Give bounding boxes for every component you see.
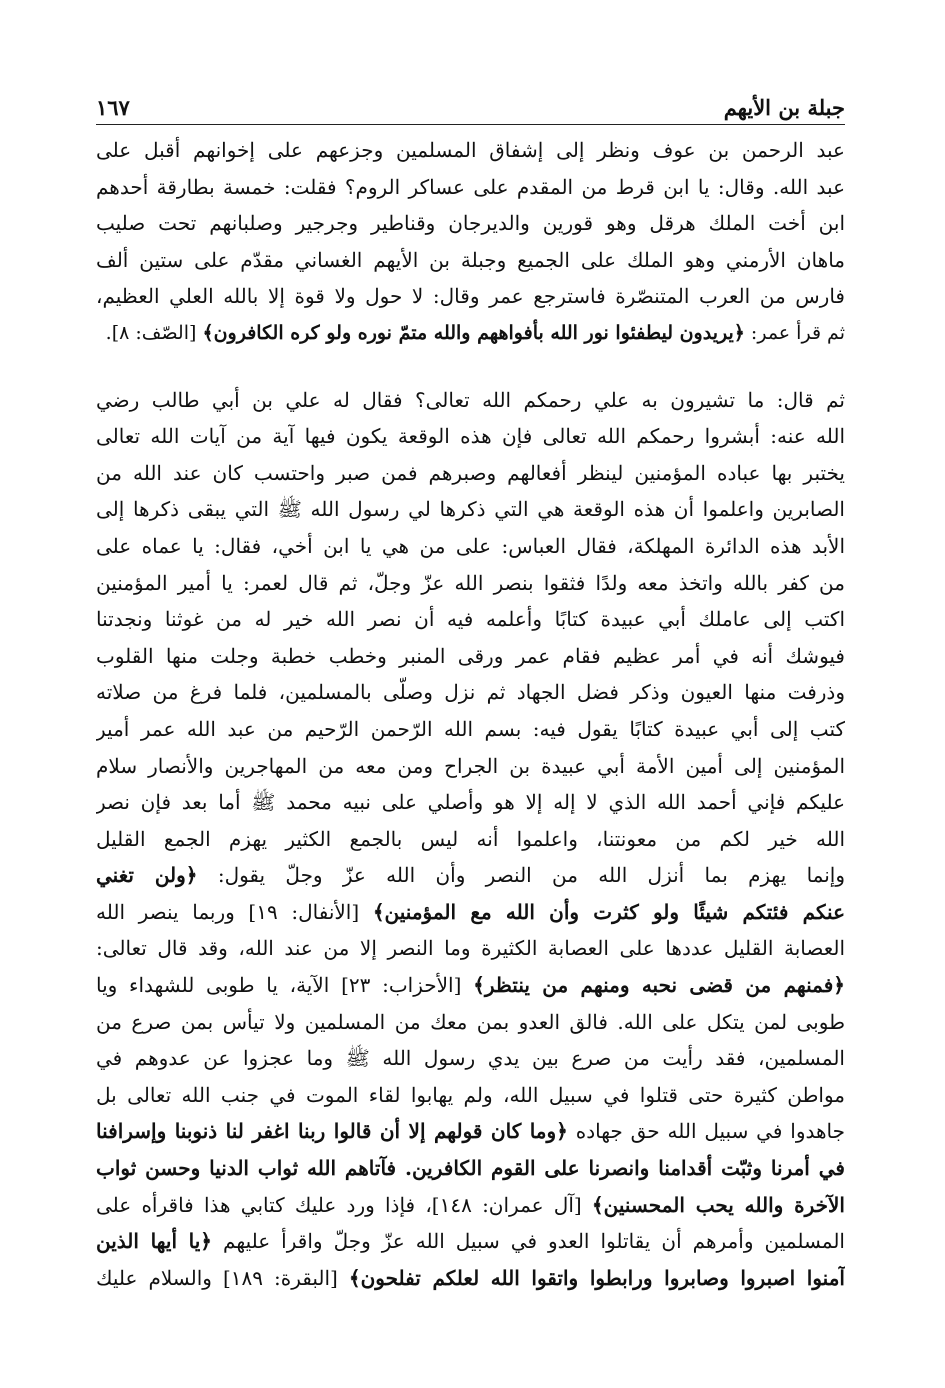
text-line: مواطن كثيرة حتى قتلوا في سبيل الله، ولم يهابوا لقاء الموت في جنب الله تعالى بل — [96, 1082, 845, 1107]
text-line: الله خير لكم من معونتنا، واعلموا أنه ليس بالجمع الكثير يهزم الجمع القليل — [96, 826, 845, 851]
text-line: اكتب إلى عاملك أبي عبيدة كتابًا وأعلمه فيه أن نصر الله خير له من غوثنا ونجدتنا — [96, 607, 845, 632]
text-line — [96, 967, 845, 1004]
quran-verse: ﴿فمنهم من قضى نحبه ومنهم من ينتظر﴾ — [473, 973, 845, 998]
text-line: ثم قال: ما تشيرون به علي رحمكم الله تعالى؟ فقال له علي بن أبي طالب رضي — [96, 387, 845, 412]
quran-verse: عنكم فئتكم شيئًا ولو كثرت وأن الله مع المؤمنين﴾ — [372, 899, 845, 924]
paragraph-gap — [96, 352, 845, 382]
text-line: المؤمنين إلى أمين الأمة أبي عبيدة بن الجراح ومن معه من المهاجرين والأنصار سلام — [96, 753, 845, 778]
verse-reference: [آل عمران: ١٤٨]، فإذا ورد عليك كتابي هذا فاقرأه على — [96, 1192, 592, 1217]
text-line: العصابة القليل عددها على العصابة الكثيرة وما النصر إلا من عند الله، وقد قال تعالى: — [96, 936, 845, 961]
verse-reference: [الصّف: ٨]. — [105, 321, 203, 344]
text-line — [96, 1113, 845, 1150]
verse-reference: [الأحزاب: ٢٣] الآية، يا طوبى للشهداء ويا — [96, 973, 474, 998]
quran-verse: الآخرة والله يحب المحسنين﴾ — [591, 1192, 845, 1217]
text-line — [96, 857, 845, 894]
text-line — [96, 315, 845, 352]
verse-reference: [البقرة: ١٨٩] والسلام عليك — [96, 1265, 349, 1290]
text-line: عبد الرحمن بن عوف ونظر إلى إشفاق المسلمين وجزعهم على إخوانهم أقبل على — [96, 138, 845, 162]
quran-verse: ﴿يا أيها الذين — [96, 1229, 213, 1254]
quran-verse: ﴿وما كان قولهم إلا أن قالوا ربنا اغفر لنا ذنوبنا وإسرافنا — [96, 1119, 568, 1144]
text-line: الصابرين واعلموا أن هذه الوقعة هي التي ذكرها لي رسول الله ﷺ التي يبقى ذكرها إلى — [96, 497, 845, 522]
quran-verse: ﴿ولن تغني — [96, 863, 198, 888]
body-text — [96, 132, 845, 1296]
quran-verse-line: في أمرنا وثبّت أقدامنا وانصرنا على القوم الكافرين. فآتاهم الله ثواب الدنيا وحسن ثواب — [96, 1156, 845, 1181]
quran-verse: ﴿يريدون ليطفئوا نور الله بأفواههم والله متمّ نوره ولو كره الكافرون﴾ — [202, 321, 745, 344]
header-rule — [96, 124, 845, 125]
verse-reference: [الأنفال: ١٩] وربما ينصر الله — [96, 899, 373, 924]
text-line: فيوشك أنه في أمر عظيم فقام عمر ورقى المنبر وخطب خطبة وجلت منها القلوب — [96, 643, 845, 668]
line-text: ثم قرأ عمر: — [744, 321, 845, 344]
text-line: عليكم فإني أحمد الله الذي لا إله إلا هو وأصلي على نبيه محمد ﷺ أما بعد فإن نصر — [96, 790, 845, 815]
text-line: ابن أخت الملك هرقل وهو قورين والديرجان وقناطير وجرجير وصلبانهم تحت صليب — [96, 211, 845, 236]
running-header — [96, 86, 845, 122]
text-line: الله عنه: أبشروا رحمكم الله تعالى فإن هذه الوقعة يكون فيها آية من آيات الله تعالى — [96, 424, 845, 449]
text-line: فارس من العرب المتنصّرة فاسترجع عمر وقال: لا حول ولا قوة إلا بالله العلي العظيم، — [96, 284, 845, 309]
text-line — [96, 1187, 845, 1224]
line-text: وإنما يهزم بما أنزل الله من النصر وأن الله عزّ وجلّ يقول: — [197, 863, 845, 888]
text-line: وذرفت منها العيون وذكر فضل الجهاد ثم نزل وصلّى بالمسلمين، فلما فرغ من صلاته — [96, 680, 845, 705]
text-line — [96, 894, 845, 931]
chapter-title: جبلة بن الأيهم — [723, 95, 845, 120]
quran-verse: آمنوا اصبروا وصابروا ورابطوا واتقوا الله لعلكم تفلحون﴾ — [348, 1265, 845, 1290]
text-line: كتب إلى أبي عبيدة كتابًا يقول فيه: بسم الله الرّحمن الرّحيم من عبد الله عمر أمير — [96, 716, 845, 741]
text-line: عبد الله. وقال: يا ابن قرط من المقدم على عساكر الروم؟ فقلت: خمسة بطارقة أحدهم — [96, 174, 845, 199]
text-line — [96, 1260, 845, 1297]
text-line: طوبى لمن يتكل على الله. فالق العدو بمن معك من المسلمين ولا تيأس بمن صرع من — [96, 1009, 845, 1034]
line-text: المسلمين وأمرهم أن يقاتلوا العدو في سبيل الله عزّ وجلّ واقرأ عليهم — [212, 1229, 845, 1254]
text-line: يختبر بها عباده المؤمنين لينظر أفعالهم وصبرهم فمن صبر واحتسب كان عند الله من — [96, 460, 845, 485]
line-text: جاهدوا في سبيل الله حق جهاده — [567, 1119, 845, 1144]
text-line — [96, 1223, 845, 1260]
text-line: الأبد هذه الدائرة المهلكة، فقال العباس: على من هي يا ابن أخي، فقال: يا عماه على — [96, 533, 845, 558]
page-number: ١٦٧ — [96, 95, 130, 120]
text-line: المسلمين، فقد رأيت من صرع بين يدي رسول الله ﷺ وما عجزوا عن عدوهم في — [96, 1046, 845, 1071]
text-line: من كفر بالله واتخذ معه ولدًا فثقوا بنصر الله عزّ وجلّ، ثم قال لعمر: يا أمير المؤمنين — [96, 570, 845, 595]
text-line: ماهان الأرمني وهو الملك على الجميع وجبلة بن الأيهم الغساني مقدّم على ستين ألف — [96, 247, 845, 272]
